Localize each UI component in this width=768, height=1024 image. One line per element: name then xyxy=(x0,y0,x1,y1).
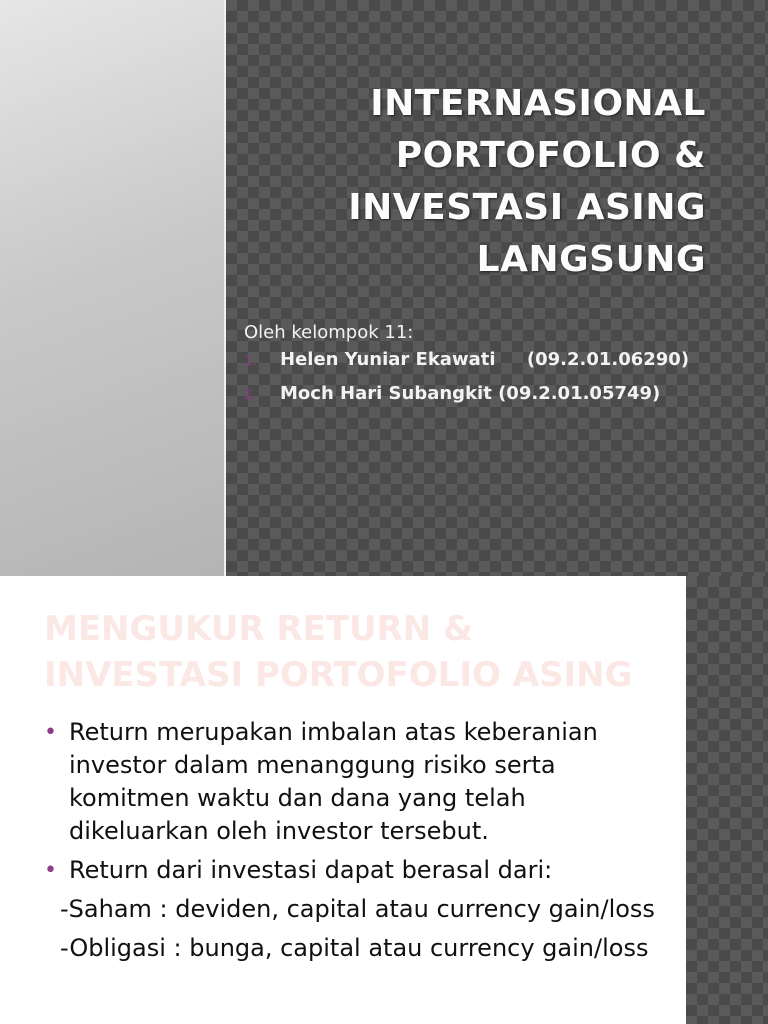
member-number: 1. xyxy=(244,354,257,369)
bullet-item xyxy=(44,854,664,887)
bullet-icon: • xyxy=(44,720,57,745)
subtitle-block xyxy=(244,322,724,417)
sub-item: -Saham : deviden, capital atau currency gain/loss xyxy=(60,895,655,923)
member-item xyxy=(244,349,724,383)
member-number: 2. xyxy=(244,388,257,403)
title-line: INVESTASI ASING xyxy=(348,187,706,228)
bullet-text: Return merupakan imbalan atas keberanian investor dalam menanggung risiko serta komitmen waktu dan dana yang telah dikeluarkan oleh investor tersebut. xyxy=(69,718,598,845)
title-line: MENGUKUR RETURN & xyxy=(44,609,473,649)
sub-item: -Obligasi : bunga, capital atau currency gain/loss xyxy=(60,934,649,962)
title-line: INVESTASI PORTOFOLIO ASING xyxy=(44,655,633,695)
patterned-side-strip xyxy=(686,576,768,1024)
member-item xyxy=(244,383,724,417)
title-line: INTERNASIONAL xyxy=(370,83,706,124)
left-gradient-panel xyxy=(0,0,226,576)
title-line: LANGSUNG xyxy=(476,239,706,280)
title-line: PORTOFOLIO & xyxy=(395,135,706,176)
bullet-icon: • xyxy=(44,858,57,883)
bullet-item xyxy=(44,716,664,848)
bullet-text: Return dari investasi dapat berasal dari: xyxy=(69,856,553,884)
content-slide xyxy=(0,576,768,1024)
member-list xyxy=(244,349,724,417)
slide-title xyxy=(44,606,633,698)
group-label: Oleh kelompok 11: xyxy=(244,322,414,343)
member-text: Helen Yuniar Ekawati (09.2.01.06290) xyxy=(280,349,690,370)
slide-title xyxy=(266,78,706,286)
member-text: Moch Hari Subangkit (09.2.01.05749) xyxy=(280,383,661,404)
slide-content xyxy=(44,716,664,971)
